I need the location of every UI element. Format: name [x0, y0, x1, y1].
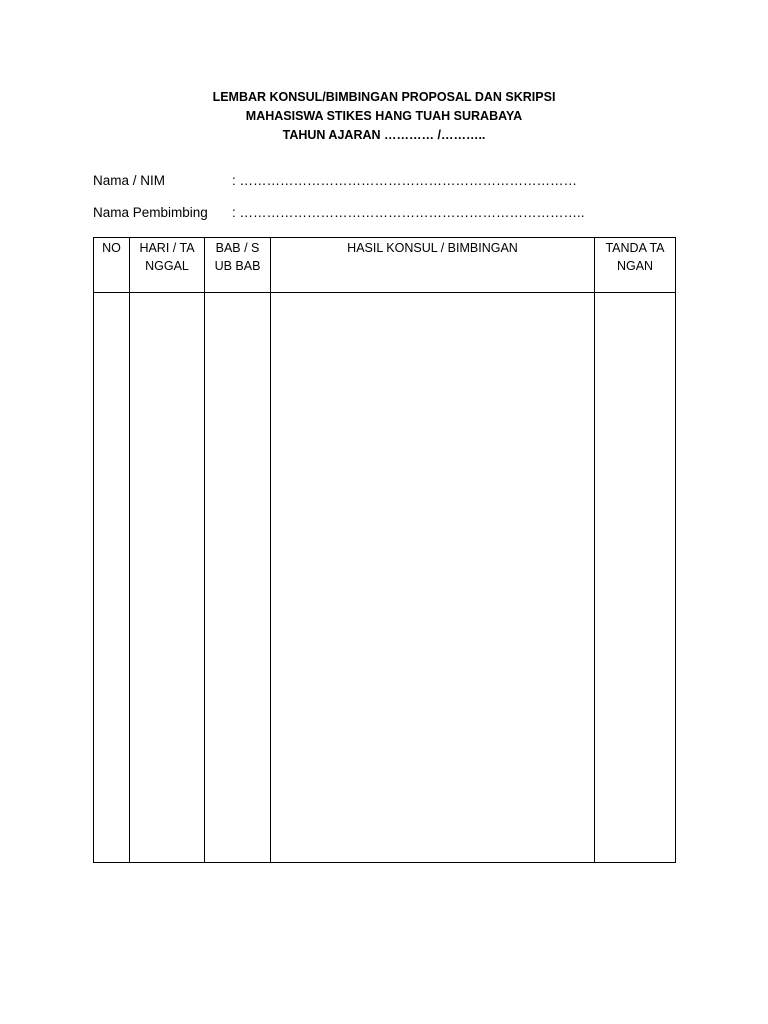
- table-header-row: [94, 238, 676, 293]
- consultation-log-table: [93, 237, 676, 863]
- cell-signature: [595, 293, 676, 863]
- cell-date: [130, 293, 205, 863]
- header-academic-year: TAHUN AJARAN ………… /………..: [282, 128, 486, 142]
- header-institution: MAHASISWA STIKES HANG TUAH SURABAYA: [245, 109, 523, 123]
- supervisor-label: Nama Pembimbing: [93, 205, 208, 220]
- column-header-no: NO: [94, 238, 130, 293]
- name-nim-label: Nama / NIM: [93, 173, 166, 188]
- header-title: LEMBAR KONSUL/BIMBINGAN PROPOSAL DAN SKRIPSI: [212, 90, 556, 104]
- column-header-result: HASIL KONSUL / BIMBINGAN: [271, 238, 595, 293]
- name-nim-row: [93, 173, 577, 188]
- supervisor-row: [93, 205, 585, 220]
- column-header-signature: TANDA TANGAN: [595, 238, 676, 293]
- table-row: [94, 293, 676, 863]
- cell-result: [271, 293, 595, 863]
- column-header-date: HARI / TANGGAL: [130, 238, 205, 293]
- name-nim-blank: : …………………………………………………………………: [232, 173, 578, 188]
- supervisor-blank: : …………………………………………………………………..: [232, 205, 585, 220]
- cell-no: [94, 293, 130, 863]
- form-header: [0, 88, 768, 145]
- cell-chapter: [205, 293, 271, 863]
- column-header-chapter: BAB / SUB BAB: [205, 238, 271, 293]
